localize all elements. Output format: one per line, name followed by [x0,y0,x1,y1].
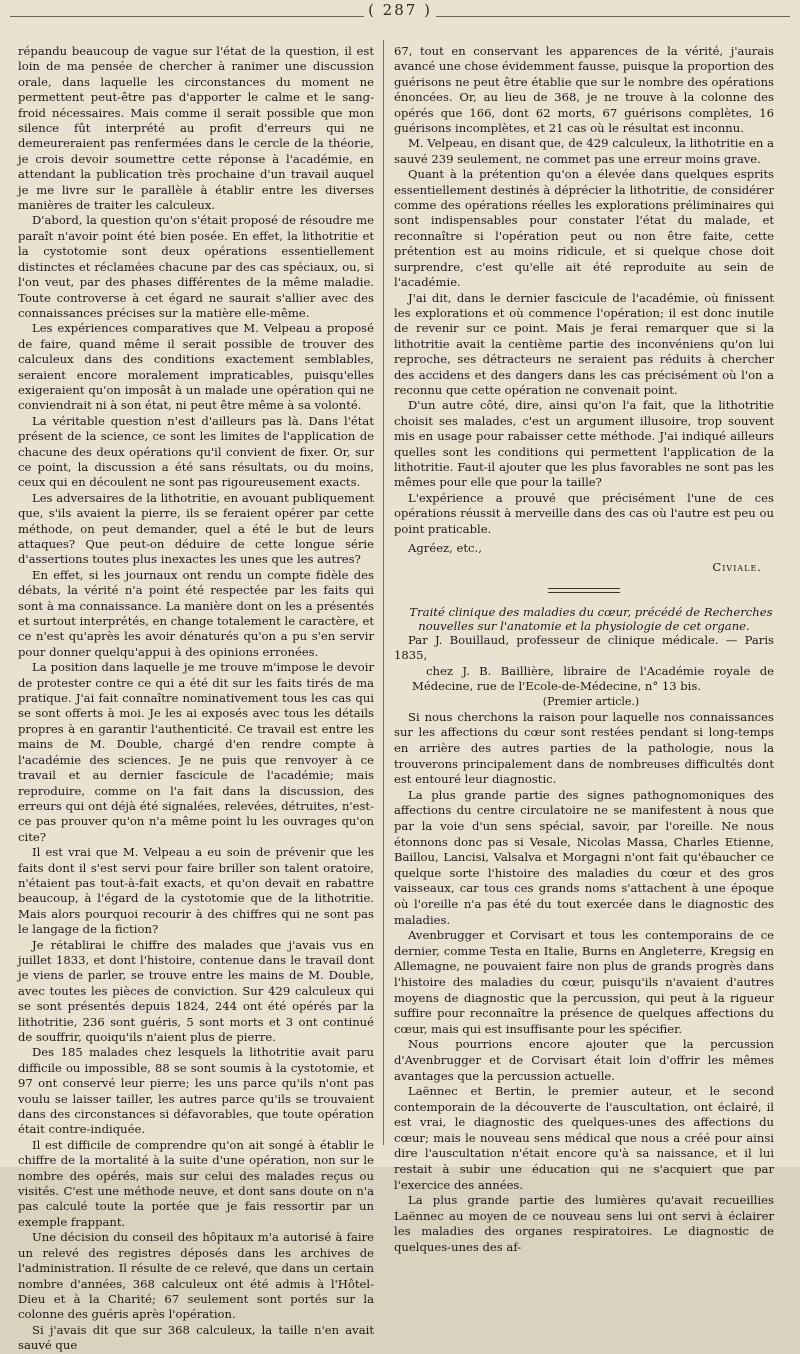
signature-row [394,560,774,575]
paragraph: La plus grande partie des signes pathognomoniques des affections du centre circulatoire ne se manifestent à nous que par la voie d'un sens spécial, savoir, par l'oreille. Ne nous étonnons donc pas si Vesale, Nicolas Massa, Charles Etienne, Baillou, Lancisi, Valsalva et Morgagni n'ont fait qu'ébaucher ce quelque sorte l'histoire des maladies du cœur et des gros vaisseaux, car tous ces grands noms s'attachent à une époque où l'oreille n'a pas été du tout exercée dans le diagnostic des maladies. [394,787,774,927]
closing-text: Agréez, etc., [408,541,482,555]
paragraph: Avenbrugger et Corvisart et tous les contemporains de ce dernier, comme Testa en Italie, Burns en Angleterre, Kregsig en Allemagne, ne pouvaient faire non plus de grands progrès dans l'histoire des maladies du cœur, puisqu'ils n'avaient d'autres moyens de diagnostic que la percussion, qui peut à la rigueur suffire pour reconnaître la présence de quelques affections du cœur, mais qui est insuffisante pour les spécifier. [394,928,774,1036]
paragraph: Je rétablirai le chiffre des malades que j'avais vus en juillet 1833, et dont l'histoire, contenue dans le travail dont je viens de parler, se trouve entre les mains de M. Double, avec toutes les pièces de conviction. Sur 429 calculeux qui se sont présentés depuis 1824, 244 ont été opérés par la lithotritie, 236 sont guéris, 5 sont morts et 3 ont continué de souffrir, quoiqu'ils n'aient plus de pierre. [18,937,374,1044]
column-divider [383,40,384,1145]
byline [394,633,774,695]
paragraph: Il est difficile de comprendre qu'on ait songé à établir le chiffre de la mortalité à la suite d'une opération, non sur le nombre des opérés, mais sur celui des malades reçus ou visités. C'est une méthode neuve, et dont sans doute on n'a pas calculé toute la portée que je fais ressortir par un exemple frappant. [18,1137,374,1229]
paragraph: Les expériences comparatives que M. Velpeau a proposé de faire, quand même il serait possible de trouver des calculeux dans des conditions exactement semblables, seraient encore moralement impraticables, puisqu'elles exigeraient qu'on imposât à un malade une opération qui ne conviendrait ni à son état, ni peut être même à sa volonté. [18,321,374,413]
part-label: (Premier article.) [542,695,640,709]
paragraph: D'abord, la question qu'on s'était proposé de résoudre me paraît n'avoir point été bien posée. En effet, la lithotritie et la cystotomie sont deux opérations essentiellement distinctes et réclamées chacune par des cas spéciaux, ou, si l'on veut, par des phases différentes de la même maladie. Toute controverse à cet égard ne saurait s'allier avec des connaissances précises sur la matière elle-même. [18,213,374,320]
paragraph: Laënnec et Bertin, le premier auteur, et le second contemporain de la découverte de l'auscultation, ont éclairé, il est vrai, le diagnostic des quelques-unes des affections du cœur; mais le nouveau sens médical que nous a créé pour ainsi dire l'auscultation n'était encore qu'à sa naissance, et il lui restait à subir une éducation qui ne s'acquiert que par l'exercice des années. [394,1084,774,1192]
paragraph: La plus grande partie des lumières qu'avait recueillies Laënnec au moyen de ce nouveau sens lui ont servi à éclairer les maladies des organes respiratoires. Le diagnostic de quelques-unes des af- [394,1193,774,1255]
paragraph: répandu beaucoup de vague sur l'état de la question, il est loin de ma pensée de chercher à ranimer une discussion orale, dans laquelle les circonstances du moment ne permettent peut-être pas d'apporter le calme et le sang-froid nécessaires. Mais comme il serait possible que mon silence fût interprété au profit d'erreurs qui ne demeureraient pas renfermées dans le cercle de la théorie, je crois devoir soumettre cette réponse à l'académie, en attendant la publication très prochaine d'un travail auquel je me livre sur le parallèle à établir entre les diverses manières de traiter les calculeux. [18,44,374,213]
review-body [394,710,774,1256]
paragraph: M. Velpeau, en disant que, de 429 calculeux, la lithotritie en a sauvé 239 seulement, ne commet pas une erreur moins grave. [394,136,774,166]
right-column [394,44,774,1256]
paragraph: Si j'avais dit que sur 368 calculeux, la taille n'en avait sauvé que [18,1322,374,1353]
paragraph: Quant à la prétention qu'on a élevée dans quelques esprits essentiellement destinés à déprécier la lithotritie, de considérer comme des opérations réelles les explorations préliminaires qui sont indispensables pour constater l'état du malade, et reconnaître si l'opération peut ou non être faite, cette prétention est au moins ridicule, et si quelque chose doit surprendre, c'est qu'elle ait été reproduite au sein de l'académie. [394,167,774,290]
paragraph: Les adversaires de la lithotritie, en avouant publiquement que, s'ils avaient la pierre, ils se feraient opérer par cette méthode, on peut demander, quel a été le but de leurs attaques? Que peut-on déduire de cette longue série d'assertions toutes plus inexactes les unes que les autres? [18,490,374,567]
paragraph: L'expérience a prouvé que précisément l'une de ces opérations réussit à merveille dans des cas où l'autre est peu ou point praticable. [394,490,774,536]
byline-line-1: Par J. Bouillaud, professeur de clinique médicale. — Paris 1835, [394,632,774,663]
left-column [18,44,374,1354]
paragraph: Une décision du conseil des hôpitaux m'a autorisé à faire un relevé des registres déposés dans les archives de l'administration. Il résulte de ce relevé, que dans un certain nombre d'années, 368 calculeux ont été admis à l'Hôtel-Dieu et à la Charité; 67 seulement sont portés sur la colonne des guéris après l'opération. [18,1230,374,1322]
paragraph: La position dans laquelle je me trouve m'impose le devoir de protester contre ce qui a été dit sur les faits tirés de ma pratique. J'ai fait connaître nominativement tous les cas qui se sont offerts à moi. Je les ai exposés avec tous les détails propres à en garantir l'authenticité. Ce travail est entre les mains de M. Double, chargé d'en rendre compte à l'académie des sciences. Je ne puis que renvoyer à ce travail et au dernier fascicule de l'académie; mais reproduire, comme on l'a fait dans la discussion, des erreurs qui ont déjà été signalées, relevées, détruites, n'est-ce pas prouver qu'on n'a même point lu les ouvrages qu'on cite? [18,660,374,844]
paragraph: D'un autre côté, dire, ainsi qu'on l'a fait, que la lithotritie choisit ses malades, c'est un argument illusoire, trop souvent mis en usage pour rabaisser cette méthode. J'ai indiqué ailleurs quelles sont les conditions qui permettent l'application de la lithotritie. Faut-il ajouter que les plus favorables ne sont pas les mêmes pour elle que pour la taille? [394,398,774,490]
signature: Civiale. [712,560,762,575]
paragraph: En effet, si les journaux ont rendu un compte fidèle des débats, la vérité n'a point été respectée par les faits qui sont à ma connaissance. La manière dont on les a présentés et surtout interprétés, en change totalement le caractère, et ce n'est qu'après les avoir dénaturés qu'on a pu s'en servir pour donner quelqu'appui à des opinions erronées. [18,567,374,659]
article-title: Traité clinique des maladies du cœur, précédé de Recherches nouvelles sur l'anatomie et la physiologie de cet organe. [409,604,773,633]
paragraph: La véritable question n'est d'ailleurs pas là. Dans l'état présent de la science, ce sont les limites de l'application de chacune des deux opérations qu'il convient de fixer. Or, sur ce point, la discussion a été sans résultats, ou du moins, ceux qui en découlent ne sont pas rigoureusement exacts. [18,413,374,490]
paragraph: Si nous cherchons la raison pour laquelle nos connaissances sur les affections du cœur sont restées pendant si long-temps en arrière des autres parties de la pathologie, nous la trouverons principalement dans de nombreuses difficultés dont est entouré leur diagnostic. [394,709,774,787]
section-rule [548,588,620,593]
paragraph: Nous pourrions encore ajouter que la percussion d'Avenbrugger et de Corvisart était loin d'offrir les mêmes avantages que la percussion actuelle. [394,1037,774,1083]
paragraph: Il est vrai que M. Velpeau a eu soin de prévenir que les faits dont il s'est servi pour faire briller son talent oratoire, n'étaient pas tout-à-fait exacts, et qu'on devait en rabattre beaucoup, à l'égard de la cystotomie que de la lithotritie. Mais alors pourquoi recourir à des chiffres qui ne sont pas le langage de la fiction? [18,845,374,937]
paragraph: 67, tout en conservant les apparences de la vérité, j'aurais avancé une chose évidemment fausse, puisque la proportion des guérisons ne peut être établie que sur le nombre des opérations énoncées. Or, au lieu de 368, je ne trouve à la colonne des opérés que 166, dont 62 morts, 67 guérisons complètes, 16 guérisons incomplètes, et 21 cas où le résultat est inconnu. [394,44,774,136]
page-number: ( 287 ) [364,1,436,19]
letter-closing [394,541,774,556]
paragraph: Des 185 malades chez lesquels la lithotritie avait paru difficile ou impossible, 88 se sont soumis à la cystotomie, et 97 ont conservé leur pierre; les uns parce qu'ils n'ont pas voulu se laisser tailler, les autres parce qu'ils se trouvaient dans des circonstances si défavorables, que toute opération était contre-indiquée. [18,1045,374,1137]
page-header [0,0,800,20]
paragraph: J'ai dit, dans le dernier fascicule de l'académie, où finissent les explorations et où commence l'opération; il est donc inutile de revenir sur ce point. Mais je ferai remarquer que si la lithotritie avait la centième partie des inconvéniens qu'on lui reproche, ses détracteurs ne seraient pas réduits à chercher des accidens et des dangers dans les cas précisément où l'on a reconnu que cette opération ne convenait point. [394,290,774,397]
byline-line-2: chez J. B. Baillière, libraire de l'Académie royale de Médecine, rue de l'Ecole-de-Médecine, n° 13 bis. [412,663,774,694]
